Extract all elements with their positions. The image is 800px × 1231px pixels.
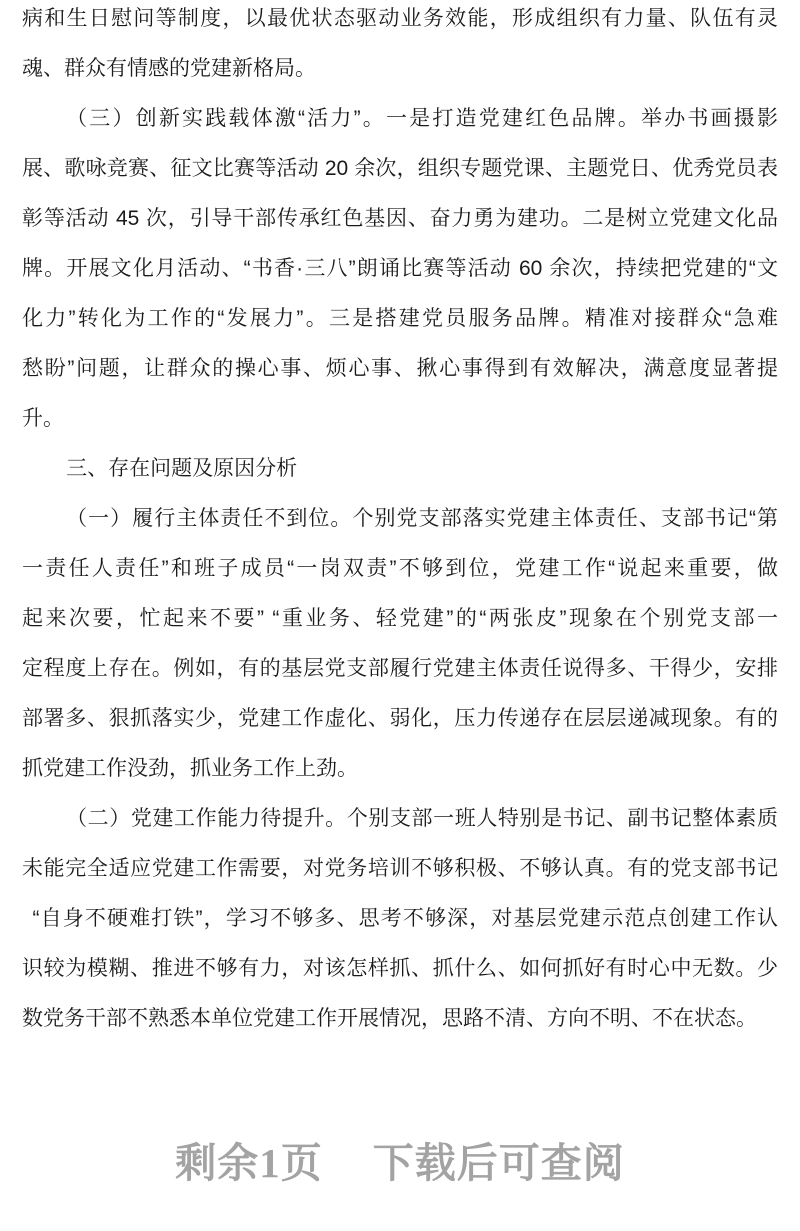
doc-line: 化力”转化为工作的“发展力”。三是搭建党员服务品牌。精准对接群众“急难	[22, 307, 778, 330]
doc-line: 部署多、狠抓落实少，党建工作虚化、弱化，压力传递存在层层递减现象。有的	[22, 707, 778, 730]
section-heading: 三、存在问题及原因分析	[66, 457, 298, 480]
doc-line: 起来次要，忙起来不要” “重业务、轻党建”的“两张皮”现象在个别党支部一	[22, 607, 778, 630]
download-hint-label: 下载后可查阅	[372, 1140, 625, 1186]
doc-line: 定程度上存在。例如，有的基层党支部履行党建主体责任说得多、干得少，安排	[22, 657, 778, 680]
doc-line: 识较为模糊、推进不够有力，对该怎样抓、抓什么、如何抓好有时心中无数。少	[22, 957, 778, 980]
doc-line: 未能完全适应党建工作需要，对党务培训不够积极、不够认真。有的党支部书记	[22, 857, 778, 880]
doc-line: 彰等活动 45 次，引导干部传承红色基因、奋力勇为建功。二是树立党建文化品	[22, 207, 778, 230]
document-body	[22, 0, 778, 1044]
doc-line: 抓党建工作没劲，抓业务工作上劲。	[22, 757, 358, 780]
remaining-pages-watermark	[0, 1130, 800, 1189]
doc-line: 愁盼”问题，让群众的操心事、烦心事、揪心事得到有效解决，满意度显著提	[22, 357, 778, 380]
doc-line: 牌。开展文化月活动、“书香·三八”朗诵比赛等活动 60 余次，持续把党建的“文	[22, 257, 778, 280]
doc-line: （三）创新实践载体激“活力”。一是打造党建红色品牌。举办书画摄影	[66, 107, 778, 130]
doc-line: （一）履行主体责任不到位。个别党支部落实党建主体责任、支部书记“第	[66, 507, 778, 530]
doc-line: “自身不硬难打铁”，学习不够多、思考不够深，对基层党建示范点创建工作认	[32, 907, 778, 930]
doc-line: 魂、群众有情感的党建新格局。	[22, 57, 316, 80]
doc-line: 一责任人责任”和班子成员“一岗双责”不够到位，党建工作“说起来重要，做	[22, 557, 778, 580]
doc-line: 病和生日慰问等制度，以最优状态驱动业务效能，形成组织有力量、队伍有灵	[22, 7, 778, 30]
doc-line: 升。	[22, 407, 64, 430]
doc-line: 数党务干部不熟悉本单位党建工作开展情况，思路不清、方向不明、不在状态。	[22, 1007, 757, 1030]
remaining-pages-label: 剩余1页	[175, 1140, 323, 1186]
doc-line: （二）党建工作能力待提升。个别支部一班人特别是书记、副书记整体素质	[66, 807, 778, 830]
doc-line: 展、歌咏竞赛、征文比赛等活动 20 余次，组织专题党课、主题党日、优秀党员表	[22, 157, 778, 180]
